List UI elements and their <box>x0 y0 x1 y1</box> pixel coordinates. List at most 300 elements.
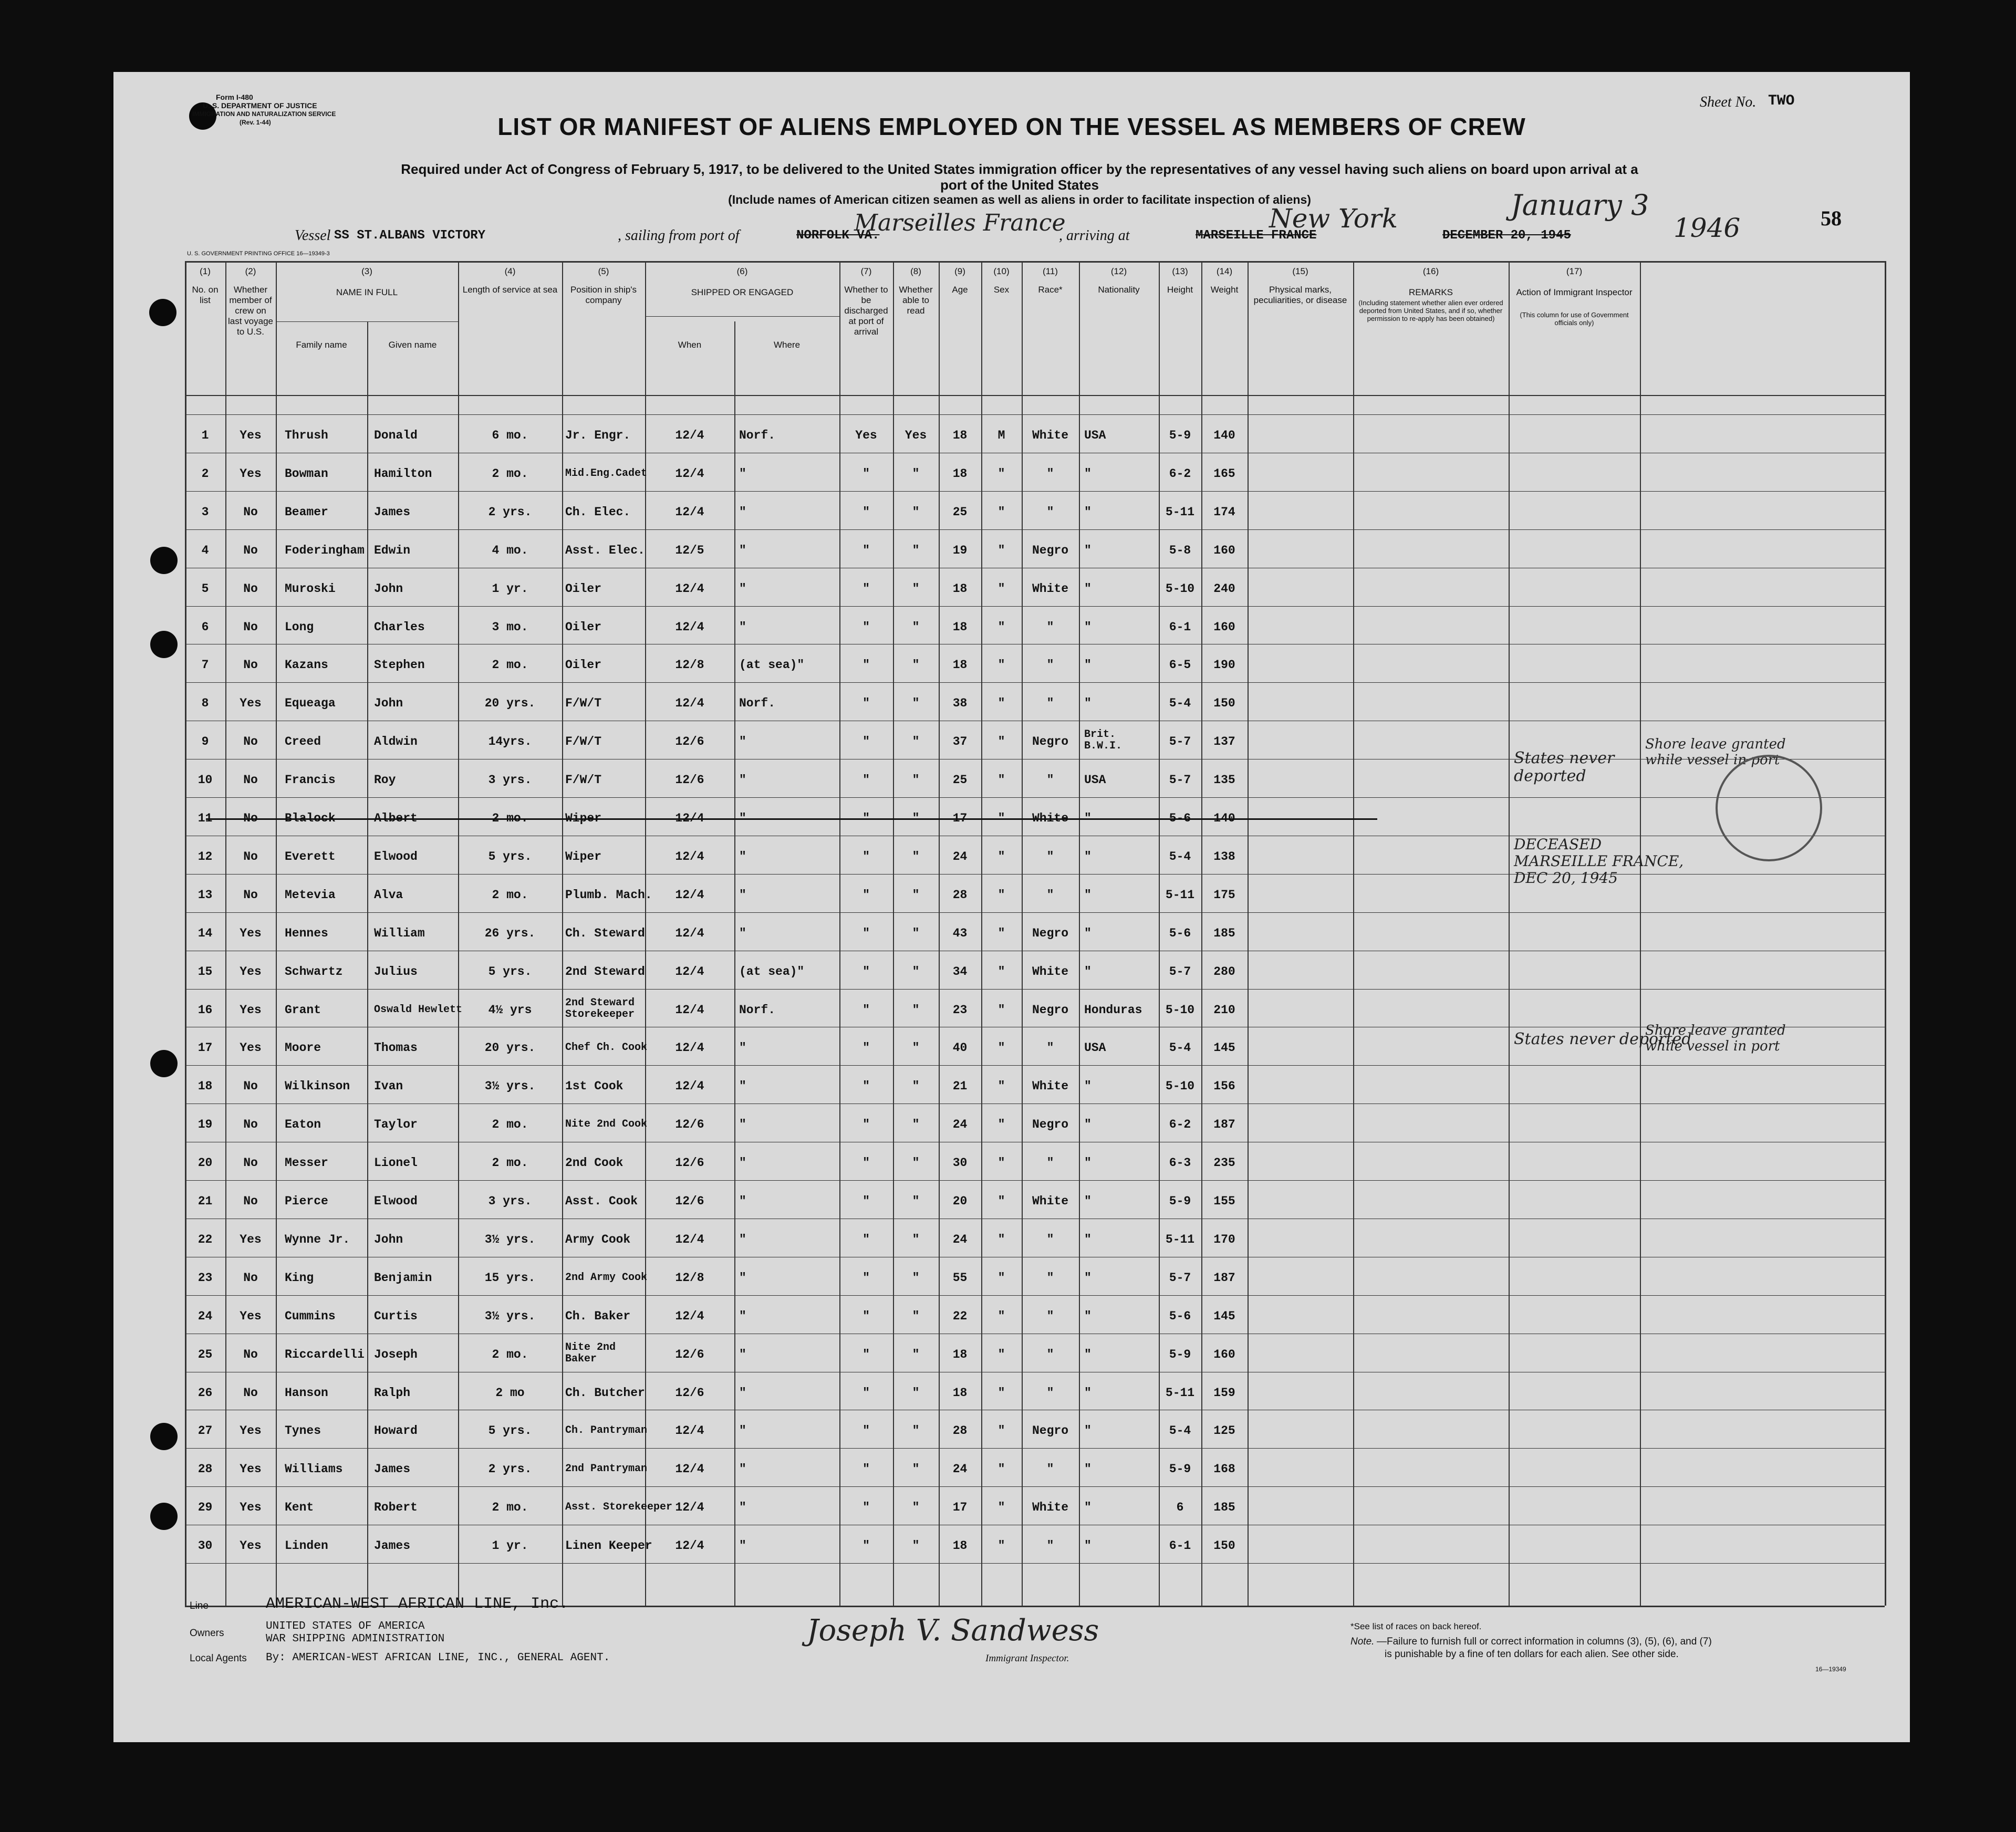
cell-when: 12/8 <box>675 1271 704 1285</box>
punch-hole <box>150 1503 178 1530</box>
column-divider <box>1248 261 1249 1606</box>
cell-height: 5-7 <box>1169 1271 1191 1285</box>
department: U. S. DEPARTMENT OF JUSTICE <box>203 101 317 110</box>
cell-family: Francis <box>285 773 336 787</box>
cell-where: Norf. <box>739 429 776 442</box>
cell-disch: " <box>862 505 870 519</box>
cell-weight: 235 <box>1213 1156 1235 1170</box>
cell-weight: 137 <box>1213 735 1235 748</box>
cell-family: Eaton <box>285 1118 321 1131</box>
cell-weight: 150 <box>1213 696 1235 710</box>
cell-last: No <box>243 544 258 557</box>
cell-when: 12/4 <box>675 429 704 442</box>
cell-height: 6-1 <box>1169 620 1191 634</box>
cell-weight: 145 <box>1213 1041 1235 1055</box>
cell-no: 6 <box>201 620 209 634</box>
cell-disch: " <box>862 696 870 710</box>
cell-given: Charles <box>374 620 425 634</box>
cell-when: 12/4 <box>675 1501 704 1514</box>
cell-nat: " <box>1084 1462 1092 1476</box>
cell-given: William <box>374 927 425 940</box>
column-number: (7) <box>860 266 872 276</box>
cell-position: 1st Cook <box>565 1079 623 1093</box>
cell-when: 12/4 <box>675 505 704 519</box>
cell-family: Kazans <box>285 658 328 672</box>
vessel-name: SS ST.ALBANS VICTORY <box>334 228 486 243</box>
cell-last: No <box>243 1386 258 1400</box>
column-number: (4) <box>504 266 516 276</box>
cell-when: 12/4 <box>675 1079 704 1093</box>
cell-height: 5-7 <box>1169 965 1191 979</box>
column-header: Whether member of crew on last voyage to U.S. <box>228 285 273 337</box>
cell-service: 1 yr. <box>492 582 528 596</box>
cell-position: 2nd Steward <box>565 965 645 979</box>
cell-position: Nite 2nd Cook <box>565 1118 648 1130</box>
cell-height: 6 <box>1176 1501 1184 1514</box>
cell-weight: 160 <box>1213 620 1235 634</box>
cell-disch: " <box>862 1386 870 1400</box>
cell-where: " <box>739 582 746 596</box>
column-number: (15) <box>1292 266 1308 276</box>
cell-nat: " <box>1084 1271 1092 1285</box>
cell-height: 6-2 <box>1169 467 1191 481</box>
inspector-signature: Joseph V. Sandwess <box>807 1614 1099 1648</box>
arriving-label: , arriving at <box>1059 227 1130 244</box>
cell-position: 2nd Cook <box>565 1156 623 1170</box>
cell-race: White <box>1032 1501 1068 1514</box>
cell-position: Nite 2nd Baker <box>565 1341 616 1365</box>
cell-family: Foderingham <box>285 544 365 557</box>
line-name: AMERICAN-WEST AFRICAN LINE, Inc. <box>266 1595 569 1613</box>
column-divider <box>276 261 277 1606</box>
arrival-date: DECEMBER 20, 1945 <box>1442 228 1571 243</box>
cell-sex: " <box>997 773 1005 787</box>
cell-family: Wynne Jr. <box>285 1233 350 1246</box>
cell-age: 43 <box>952 927 968 940</box>
column-divider <box>1640 261 1641 1606</box>
cell-race: " <box>1046 1309 1054 1323</box>
cell-race: White <box>1032 1079 1068 1093</box>
cell-disch: " <box>862 1194 870 1208</box>
cell-nat: " <box>1084 1348 1092 1361</box>
cell-race: " <box>1046 1156 1054 1170</box>
cell-where: (at sea)" <box>739 658 805 672</box>
cell-race: " <box>1046 505 1054 519</box>
column-header: REMARKS <box>1408 287 1453 297</box>
cell-sex: " <box>997 927 1005 940</box>
print-code: 16—19349 <box>1815 1666 1846 1673</box>
name-subheader-line <box>276 321 458 322</box>
cell-height: 5-9 <box>1169 429 1191 442</box>
column-number: (13) <box>1172 266 1188 276</box>
cell-height: 5-4 <box>1169 696 1191 710</box>
cell-race: " <box>1046 1233 1054 1246</box>
cell-sex: " <box>997 505 1005 519</box>
required-text-2: port of the United States <box>940 177 1099 193</box>
cell-given: Donald <box>374 429 418 442</box>
arriving-port: MARSEILLE FRANCE <box>1196 228 1317 243</box>
cell-race: " <box>1046 1386 1054 1400</box>
printing-office: U. S. GOVERNMENT PRINTING OFFICE 16—19349-3 <box>187 251 330 257</box>
cell-given: James <box>374 1539 411 1553</box>
cell-given: Julius <box>374 965 418 979</box>
column-header: SHIPPED OR ENGAGED <box>691 287 794 297</box>
cell-last: No <box>243 582 258 596</box>
cell-age: 18 <box>952 467 968 481</box>
row-line <box>185 1295 1885 1296</box>
remark-row-11: DECEASED MARSEILLE FRANCE, DEC 20, 1945 <box>1514 836 1684 887</box>
cell-read: " <box>912 888 920 902</box>
cell-read: " <box>912 1539 920 1553</box>
column-number: (10) <box>993 266 1010 276</box>
cell-given: Elwood <box>374 850 418 863</box>
cell-service: 3 yrs. <box>488 1194 532 1208</box>
cell-when: 12/4 <box>675 1003 704 1017</box>
cell-disch: " <box>862 965 870 979</box>
manifest-sheet <box>113 72 1910 1742</box>
punch-hole <box>150 631 178 658</box>
cell-age: 24 <box>952 1233 968 1246</box>
cell-age: 17 <box>952 1501 968 1514</box>
cell-family: Beamer <box>285 505 328 519</box>
column-divider <box>1079 261 1080 1606</box>
cell-nat: " <box>1084 1424 1092 1438</box>
cell-read: " <box>912 1271 920 1285</box>
cell-where: " <box>739 1386 746 1400</box>
column-note: (This column for use of Government officials only) <box>1520 311 1629 327</box>
cell-last: Yes <box>240 927 262 940</box>
cell-height: 6-3 <box>1169 1156 1191 1170</box>
cell-disch: " <box>862 850 870 863</box>
cell-read: " <box>912 773 920 787</box>
cell-where: " <box>739 1348 746 1361</box>
cell-sex: " <box>997 1194 1005 1208</box>
cell-when: 12/4 <box>675 811 704 825</box>
cell-read: " <box>912 735 920 748</box>
cell-age: 17 <box>952 811 968 825</box>
column-divider <box>1353 261 1354 1606</box>
cell-service: 1 yr. <box>492 1539 528 1553</box>
row-line <box>185 491 1885 492</box>
cell-service: 2 mo <box>495 1386 525 1400</box>
cell-age: 18 <box>952 429 968 442</box>
row-line <box>185 1065 1885 1066</box>
cell-weight: 168 <box>1213 1462 1235 1476</box>
cell-height: 5-7 <box>1169 773 1191 787</box>
arrival-year-handwritten: 1946 <box>1674 213 1741 243</box>
cell-family: Linden <box>285 1539 328 1553</box>
cell-last: No <box>243 1156 258 1170</box>
cell-height: 5-4 <box>1169 1424 1191 1438</box>
cell-no: 3 <box>201 505 209 519</box>
cell-age: 28 <box>952 888 968 902</box>
cell-last: No <box>243 1118 258 1131</box>
cell-height: 5-8 <box>1169 544 1191 557</box>
cell-where: Norf. <box>739 696 776 710</box>
cell-sex: " <box>997 1539 1005 1553</box>
cell-given: Thomas <box>374 1041 418 1055</box>
cell-given: Alva <box>374 888 403 902</box>
cell-age: 19 <box>952 544 968 557</box>
cell-nat: " <box>1084 965 1092 979</box>
cell-where: " <box>739 467 746 481</box>
cell-position: Chef Ch. Cook <box>565 1042 648 1054</box>
cell-height: 5-11 <box>1165 505 1195 519</box>
cell-when: 12/5 <box>675 544 704 557</box>
row-line <box>185 529 1885 530</box>
column-number: (3) <box>361 266 372 276</box>
note-text-1: —Failure to furnish full or correct information in columns (3), (5), (6), and (7) <box>1377 1636 1712 1647</box>
cell-when: 12/4 <box>675 965 704 979</box>
cell-height: 5-11 <box>1165 1386 1195 1400</box>
cell-height: 5-10 <box>1165 1079 1195 1093</box>
cell-position: F/W/T <box>565 696 602 710</box>
cell-nat: " <box>1084 696 1092 710</box>
cell-given: Roy <box>374 773 396 787</box>
cell-disch: " <box>862 1309 870 1323</box>
cell-weight: 165 <box>1213 467 1235 481</box>
cell-sex: " <box>997 582 1005 596</box>
cell-sex: " <box>997 1501 1005 1514</box>
cell-weight: 175 <box>1213 888 1235 902</box>
cell-read: " <box>912 1003 920 1017</box>
cell-given: Aldwin <box>374 735 418 748</box>
cell-position: Oiler <box>565 658 602 672</box>
cell-where: " <box>739 1118 746 1131</box>
owners-2: WAR SHIPPING ADMINISTRATION <box>266 1633 445 1645</box>
cell-when: 12/6 <box>675 1386 704 1400</box>
cell-nat: " <box>1084 620 1092 634</box>
cell-disch: " <box>862 811 870 825</box>
column-header: Weight <box>1210 285 1239 295</box>
cell-service: 3½ yrs. <box>484 1079 536 1093</box>
cell-disch: " <box>862 1041 870 1055</box>
cell-last: No <box>243 620 258 634</box>
punch-hole <box>150 1423 178 1450</box>
cell-position: F/W/T <box>565 773 602 787</box>
cell-last: Yes <box>240 1501 262 1514</box>
column-note: (Including statement whether alien ever ordered deported from United States, and if so, whether permission to re-apply has been obtained) <box>1358 299 1503 322</box>
consulate-seal <box>1716 755 1822 861</box>
header-bottom-border <box>185 395 1885 396</box>
cell-when: 12/4 <box>675 696 704 710</box>
cell-disch: " <box>862 620 870 634</box>
cell-last: Yes <box>240 429 262 442</box>
cell-position: 2nd Army Cook <box>565 1272 648 1284</box>
cell-weight: 170 <box>1213 1233 1235 1246</box>
cell-when: 12/4 <box>675 620 704 634</box>
cell-sex: " <box>997 850 1005 863</box>
cell-family: Thrush <box>285 429 328 442</box>
cell-disch: " <box>862 1539 870 1553</box>
cell-weight: 190 <box>1213 658 1235 672</box>
cell-weight: 156 <box>1213 1079 1235 1093</box>
cell-no: 10 <box>198 773 213 787</box>
cell-race: White <box>1032 429 1068 442</box>
cell-sex: " <box>997 1041 1005 1055</box>
cell-height: 5-10 <box>1165 582 1195 596</box>
cell-read: " <box>912 1079 920 1093</box>
cell-nat: USA <box>1084 429 1106 442</box>
cell-weight: 150 <box>1213 1539 1235 1553</box>
cell-weight: 185 <box>1213 1501 1235 1514</box>
cell-sex: " <box>997 1003 1005 1017</box>
cell-where: Norf. <box>739 1003 776 1017</box>
cell-family: Grant <box>285 1003 321 1017</box>
cell-read: " <box>912 467 920 481</box>
cell-disch: " <box>862 888 870 902</box>
cell-position: Army Cook <box>565 1233 631 1246</box>
cell-last: Yes <box>240 1041 262 1055</box>
cell-last: Yes <box>240 1539 262 1553</box>
cell-position: Linen Keeper <box>565 1539 652 1553</box>
column-divider <box>562 261 563 1606</box>
cell-disch: " <box>862 1501 870 1514</box>
cell-nat: " <box>1084 1309 1092 1323</box>
cell-given: Ivan <box>374 1079 403 1093</box>
cell-weight: 185 <box>1213 927 1235 940</box>
cell-sex: " <box>997 1118 1005 1131</box>
cell-given: Edwin <box>374 544 411 557</box>
cell-sex: " <box>997 1309 1005 1323</box>
cell-where: (at sea)" <box>739 965 805 979</box>
cell-race: White <box>1032 582 1068 596</box>
cell-race: White <box>1032 965 1068 979</box>
cell-service: 2 mo. <box>492 658 528 672</box>
cell-family: Everett <box>285 850 336 863</box>
cell-last: No <box>243 773 258 787</box>
cell-sex: " <box>997 1079 1005 1093</box>
cell-age: 23 <box>952 1003 968 1017</box>
cell-sex: " <box>997 467 1005 481</box>
cell-nat: USA <box>1084 1041 1106 1055</box>
cell-last: Yes <box>240 1233 262 1246</box>
cell-when: 12/8 <box>675 658 704 672</box>
cell-service: 20 yrs. <box>484 696 536 710</box>
cell-height: 5-7 <box>1169 735 1191 748</box>
cell-race: " <box>1046 1539 1054 1553</box>
cell-service: 2 mo. <box>492 888 528 902</box>
owners-label: Owners <box>190 1628 224 1639</box>
cell-given: John <box>374 1233 403 1246</box>
cell-position: Jr. Engr. <box>565 429 631 442</box>
cell-given: Taylor <box>374 1118 418 1131</box>
crew-table <box>185 261 1885 1606</box>
cell-when: 12/4 <box>675 1424 704 1438</box>
column-number: (6) <box>736 266 748 276</box>
cell-weight: 138 <box>1213 850 1235 863</box>
vessel-label: Vessel <box>295 227 331 244</box>
cell-position: Wiper <box>565 850 602 863</box>
cell-sex: " <box>997 620 1005 634</box>
cell-disch: " <box>862 1118 870 1131</box>
owners-1: UNITED STATES OF AMERICA <box>266 1620 425 1632</box>
column-header: Age <box>952 285 968 295</box>
cell-position: 2nd Pantryman <box>565 1463 648 1475</box>
cell-where: " <box>739 1309 746 1323</box>
cell-when: 12/4 <box>675 582 704 596</box>
cell-height: 5-4 <box>1169 850 1191 863</box>
column-header: Sex <box>993 285 1010 295</box>
cell-position: F/W/T <box>565 735 602 748</box>
cell-height: 5-6 <box>1169 927 1191 940</box>
row-line <box>185 1448 1885 1449</box>
cell-last: No <box>243 1348 258 1361</box>
row-line <box>185 1486 1885 1487</box>
row-line <box>185 606 1885 607</box>
cell-given: Lionel <box>374 1156 418 1170</box>
cell-no: 13 <box>198 888 213 902</box>
cell-family: Wilkinson <box>285 1079 350 1093</box>
cell-nat: " <box>1084 1118 1092 1131</box>
column-header: Length of service at sea <box>462 285 558 295</box>
column-number: (17) <box>1566 266 1583 276</box>
cell-sex: " <box>997 811 1005 825</box>
cell-last: Yes <box>240 965 262 979</box>
cell-read: " <box>912 1309 920 1323</box>
cell-disch: " <box>862 1156 870 1170</box>
cell-height: 5-11 <box>1165 888 1195 902</box>
cell-read: " <box>912 658 920 672</box>
cell-service: 3 yrs. <box>488 773 532 787</box>
subcolumn-divider <box>734 321 735 1606</box>
cell-family: Metevia <box>285 888 336 902</box>
cell-given: Oswald Hewlett <box>374 1004 463 1016</box>
cell-no: 24 <box>198 1309 213 1323</box>
cell-family: Williams <box>285 1462 343 1476</box>
cell-sex: " <box>997 1271 1005 1285</box>
cell-position: 2nd Steward Storekeeper <box>565 997 635 1021</box>
cell-position: Wiper <box>565 811 602 825</box>
cell-last: No <box>243 658 258 672</box>
required-text: Required under Act of Congress of February 5, 1917, to be delivered to the United States immigration officer by the representatives of any vessel having such aliens on board upon arrival at a <box>401 161 1638 177</box>
punch-hole <box>150 547 178 574</box>
cell-read: Yes <box>905 429 927 442</box>
cell-service: 14yrs. <box>488 735 532 748</box>
required-note: (Include names of American citizen seamen as well as aliens in order to facilitate inspection of aliens) <box>728 193 1311 206</box>
cell-sex: " <box>997 696 1005 710</box>
cell-race: " <box>1046 1348 1054 1361</box>
cell-sex: " <box>997 1462 1005 1476</box>
cell-disch: " <box>862 1424 870 1438</box>
column-divider <box>1509 261 1510 1606</box>
races-note: *See list of races on back hereof. <box>1350 1621 1482 1631</box>
cell-last: No <box>243 850 258 863</box>
cell-no: 25 <box>198 1348 213 1361</box>
cell-nat: " <box>1084 850 1092 863</box>
cell-nat: " <box>1084 888 1092 902</box>
cell-service: 2 yrs. <box>488 1462 532 1476</box>
cell-disch: " <box>862 773 870 787</box>
cell-no: 12 <box>198 850 213 863</box>
column-number: (11) <box>1043 266 1058 276</box>
cell-last: Yes <box>240 1462 262 1476</box>
cell-race: " <box>1046 888 1054 902</box>
column-header: Race* <box>1038 285 1063 295</box>
cell-read: " <box>912 1041 920 1055</box>
cell-when: 12/4 <box>675 1309 704 1323</box>
cell-service: 5 yrs. <box>488 1424 532 1438</box>
cell-read: " <box>912 850 920 863</box>
cell-read: " <box>912 1386 920 1400</box>
cell-weight: 160 <box>1213 544 1235 557</box>
cell-nat: " <box>1084 1233 1092 1246</box>
cell-service: 5 yrs. <box>488 850 532 863</box>
cell-family: Pierce <box>285 1194 328 1208</box>
cell-disch: " <box>862 544 870 557</box>
cell-service: 2 mo. <box>492 811 528 825</box>
column-number: (2) <box>245 266 256 276</box>
